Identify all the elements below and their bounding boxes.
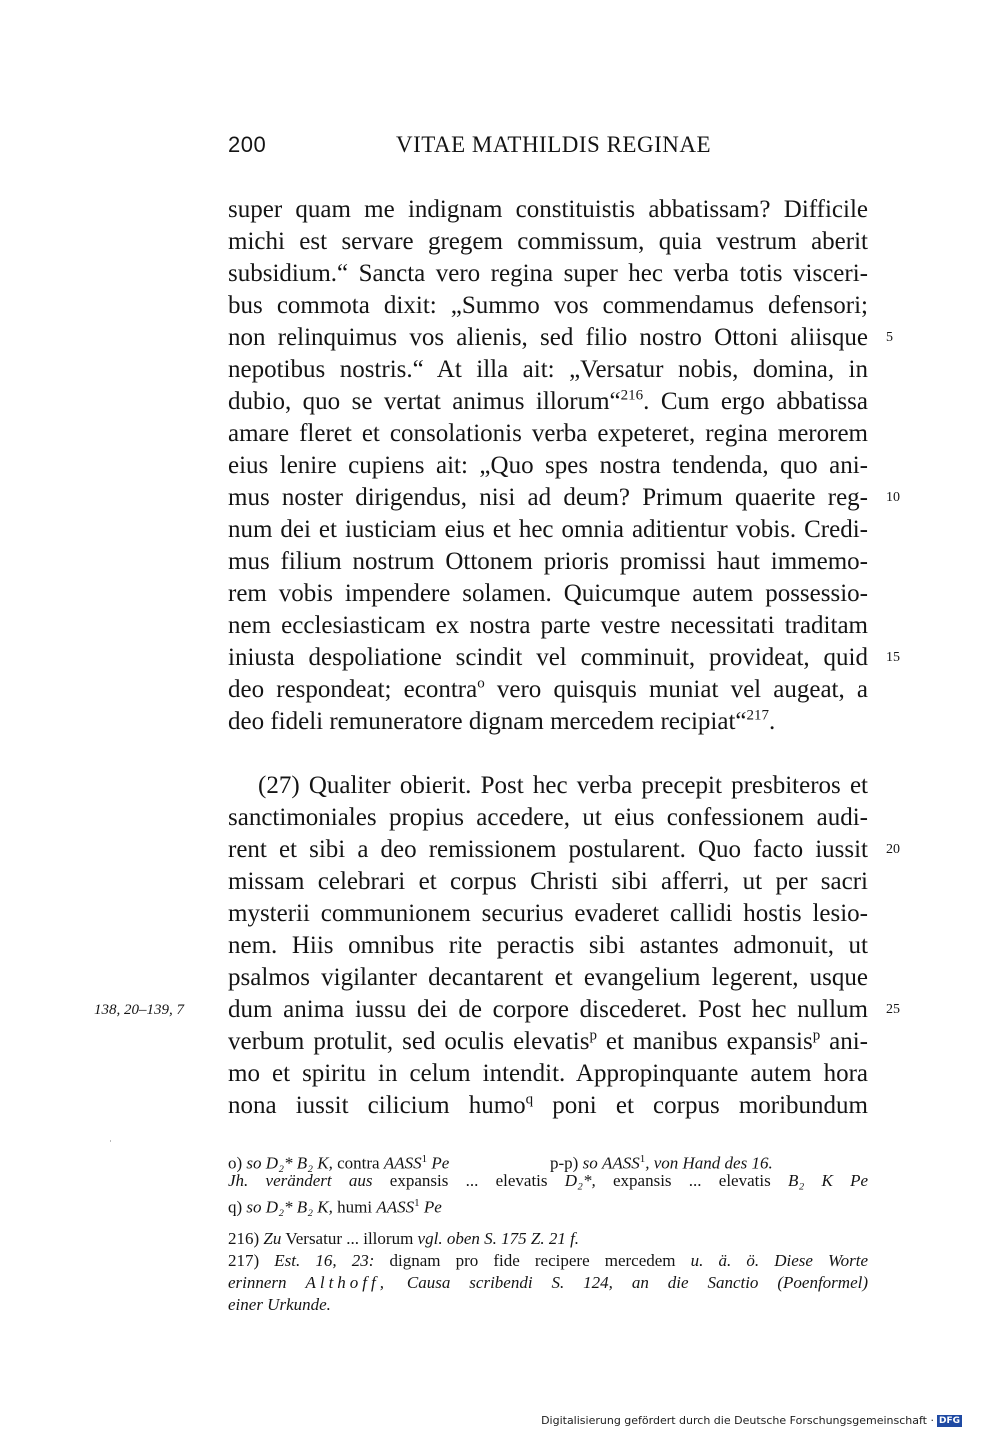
text-line: mus filium nostrum Ottonem prioris promissi haut immemo- <box>228 548 868 575</box>
text-line: michi est servare gregem commissum, quia vestrum aberit <box>228 228 868 255</box>
apparatus-sigla: AASS <box>601 1153 640 1173</box>
text-segment: . Cum ergo abbatissa <box>643 388 868 415</box>
footnote-text: Causa scribendi S. 124, an die Sanctio (Poenformel) <box>406 1273 868 1292</box>
footnote-number: 216) <box>228 1229 260 1248</box>
margin-cross-reference: 138, 20–139, 7 <box>94 1002 184 1018</box>
footnote-text: u. ä. ö. Diese Worte <box>690 1251 869 1270</box>
text-line: nem ecclesiasticam ex nostra parte vestre necessitati traditam <box>228 612 868 639</box>
text-line: sanctimoniales propius accedere, ut eius confessionem audi- <box>228 804 868 831</box>
text-line <box>228 386 868 418</box>
footnote-text: erinnern <box>228 1273 287 1292</box>
text-segment: dubio, quo se vertat animus illorum“ <box>228 388 621 415</box>
apparatus-ref-p: p <box>589 1027 597 1044</box>
text-line: mo et spiritu in celum intendit. Appropinquante autem hora <box>228 1060 868 1087</box>
apparatus-label: p-p) <box>550 1153 579 1173</box>
apparatus-line <box>228 1192 868 1219</box>
footnote-text: vgl. oben S. 175 Z. 21 f. <box>417 1229 580 1248</box>
apparatus-reading: expansis ... elevatis <box>612 1171 771 1190</box>
text-line: nepotibus nostris.“ At illa ait: „Versatur nobis, domina, in <box>228 356 868 383</box>
apparatus-reading: expansis ... elevatis <box>389 1171 548 1190</box>
text-line <box>228 706 868 738</box>
text-segment: . <box>769 708 776 735</box>
section-heading-line: (27) Qualiter obierit. Post hec verba precepit presbiteros et <box>258 772 868 799</box>
apparatus-sigla: B₂ K Pe <box>787 1171 869 1190</box>
page-number: 200 <box>228 132 267 157</box>
apparatus-sigla: D₂* B₂ K, <box>265 1153 333 1173</box>
apparatus-note: Jh. verändert aus <box>228 1171 373 1190</box>
apparatus-label: q) <box>228 1197 243 1217</box>
text-line: eius lenire cupiens ait: „Quo spes nostra tendenda, quo ani- <box>228 452 868 479</box>
text-line: mus noster dirigendus, nisi ad deum? Primum quaerite reg- <box>228 484 868 511</box>
text-line: nem. Hiis omnibus rite peractis sibi astantes admonuit, ut <box>228 932 868 959</box>
text-line: rent et sibi a deo remissionem postularent. Quo facto iussit <box>228 836 868 863</box>
apparatus-sigla-sup: 1 <box>414 1197 420 1209</box>
text-line: mysterii communionem securius evaderet callidi hostis lesio- <box>228 900 868 927</box>
page-header <box>228 128 870 164</box>
apparatus-ref-o: o <box>477 675 485 692</box>
apparatus-note: so <box>246 1153 262 1173</box>
apparatus-note: so <box>582 1153 598 1173</box>
footnote-number: 217) <box>228 1251 260 1270</box>
apparatus-line <box>228 1148 868 1173</box>
credit-text: Digitalisierung gefördert durch die Deutsche Forschungsgemeinschaft · <box>541 1414 934 1427</box>
apparatus-note: so D₂* B₂ K, <box>246 1197 333 1217</box>
text-line: super quam me indignam constituistis abbatissam? Difficile <box>228 196 868 223</box>
text-line: psalmos vigilanter decantarent et evangelium legerent, usque <box>228 964 868 991</box>
text-line: iniusta despoliatione scindit vel comminuit, provideat, quid <box>228 644 868 671</box>
footnote-quote: Versatur ... illorum <box>285 1229 414 1248</box>
dfg-logo: DFG <box>938 1416 960 1426</box>
apparatus-sigla-sup: 1 <box>421 1153 428 1165</box>
digitization-credit <box>541 1414 962 1427</box>
text-line: rem vobis impendere solamen. Quicumque autem possessio- <box>228 580 868 607</box>
footnote-text: Est. 16, 23: <box>274 1251 375 1270</box>
apparatus-sigla: D₂*, <box>564 1171 596 1190</box>
text-line: missam celebrari et corpus Christi sibi afferri, ut per sacri <box>228 868 868 895</box>
text-line: amare fleret et consolationis verba expeteret, regina merorem <box>228 420 868 447</box>
line-number: 25 <box>886 1002 900 1017</box>
apparatus-label: o) <box>228 1153 243 1173</box>
text-line: non relinquimus vos alienis, sed filio nostro Ottoni aliisque <box>228 324 868 351</box>
apparatus-sigla: Pe <box>431 1153 450 1173</box>
text-line <box>228 674 868 706</box>
running-title: VITAE MATHILDIS REGINAE <box>396 132 712 157</box>
footnote-text: einer Urkunde. <box>228 1295 331 1314</box>
apparatus-sigla: AASS <box>376 1197 415 1217</box>
footnote-ref-217: 217 <box>746 707 769 724</box>
text-line: bus commota dixit: „Summo vos commendamus defensori; <box>228 292 868 319</box>
text-line: subsidium.“ Sancta vero regina super hec verba totis visceri- <box>228 260 868 287</box>
text-segment: verbum protulit, sed oculis elevatis <box>228 1028 590 1055</box>
line-number: 20 <box>886 842 900 857</box>
text-line: num dei et iusticiam eius et hec omnia aditientur vobis. Credi- <box>228 516 868 543</box>
apparatus-reading: contra <box>337 1153 380 1173</box>
text-line <box>228 1026 868 1058</box>
apparatus-sigla-sup: 1 <box>639 1153 646 1165</box>
text-segment: ani- <box>820 1028 869 1055</box>
line-number: 5 <box>886 330 893 345</box>
text-line: dum anima iussu dei de corpore discederet. Post hec nullum <box>228 996 868 1023</box>
apparatus-sigla: AASS <box>383 1153 422 1173</box>
text-segment: nona iussit cilicium humo <box>228 1092 526 1119</box>
text-segment: poni et corpus moribundum <box>533 1092 868 1119</box>
text-line <box>228 1090 868 1122</box>
apparatus-ref-p: p <box>812 1027 821 1044</box>
text-segment: vero quisquis muniat vel augeat, a <box>484 676 869 703</box>
apparatus-reading: humi <box>337 1197 373 1217</box>
apparatus-note: , von Hand des 16. <box>645 1153 773 1173</box>
text-segment: deo respondeat; econtra <box>228 676 478 703</box>
text-segment: et manibus expansis <box>596 1028 813 1055</box>
footnote-216 <box>228 1228 868 1250</box>
apparatus-sigla: Pe <box>423 1197 442 1217</box>
footnote-author: Althoff, <box>305 1273 388 1292</box>
line-number: 15 <box>886 650 900 665</box>
footnote-217 <box>228 1250 868 1272</box>
margin-mark <box>110 1140 111 1142</box>
apparatus-ref-q: q <box>525 1091 534 1108</box>
footnote-217-cont <box>228 1272 868 1294</box>
footnote-ref-216: 216 <box>620 387 644 404</box>
footnote-217-cont <box>228 1294 868 1316</box>
footnote-text: Zu <box>263 1229 282 1248</box>
footnote-quote: dignam pro fide recipere mercedem <box>389 1251 676 1270</box>
text-segment: deo fideli remuneratore dignam mercedem recipiat“ <box>228 708 747 735</box>
apparatus-line <box>228 1170 868 1192</box>
line-number: 10 <box>886 490 900 505</box>
